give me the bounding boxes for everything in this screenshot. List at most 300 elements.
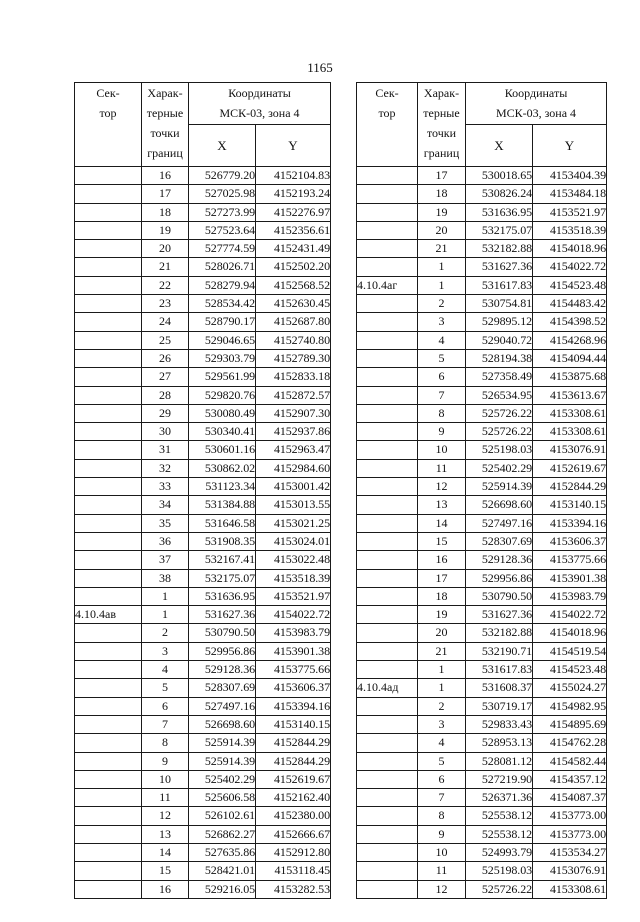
- table-row: [357, 167, 607, 185]
- table-row: [357, 679, 607, 697]
- table-row: [75, 679, 331, 697]
- y-cell: 4153076.91: [533, 441, 607, 459]
- sector-cell: 4.10.4ав: [75, 606, 142, 624]
- sector-cell: [357, 642, 418, 660]
- sector-cell: [357, 825, 418, 843]
- sector-cell: [357, 862, 418, 880]
- table-row: [75, 661, 331, 679]
- sector-cell: [75, 221, 142, 239]
- sector-cell: [75, 697, 142, 715]
- table-row: [75, 203, 331, 221]
- table-row: [75, 807, 331, 825]
- sector-cell: [357, 496, 418, 514]
- x-cell: 532182.88: [466, 624, 533, 642]
- table-row: [357, 569, 607, 587]
- point-cell: 12: [418, 880, 466, 898]
- y-cell: 4152833.18: [256, 368, 331, 386]
- point-cell: 4: [142, 661, 189, 679]
- table-row: [357, 258, 607, 276]
- x-cell: 527774.59: [189, 240, 256, 258]
- y-cell: 4153775.66: [256, 661, 331, 679]
- x-cell: 525198.03: [466, 441, 533, 459]
- x-cell: 526371.36: [466, 789, 533, 807]
- point-cell: 20: [142, 240, 189, 258]
- table-row: [357, 789, 607, 807]
- header-sector: Сек- тор: [357, 83, 418, 167]
- x-cell: 527497.16: [466, 514, 533, 532]
- y-cell: 4154022.72: [533, 606, 607, 624]
- y-cell: 4153001.42: [256, 478, 331, 496]
- table-row: [357, 404, 607, 422]
- x-cell: 525402.29: [466, 459, 533, 477]
- point-cell: 19: [418, 203, 466, 221]
- x-cell: 529833.43: [466, 715, 533, 733]
- y-cell: 4152912.80: [256, 843, 331, 861]
- y-cell: 4154523.48: [533, 276, 607, 294]
- table-row: [357, 697, 607, 715]
- point-cell: 5: [418, 752, 466, 770]
- y-cell: 4152740.80: [256, 331, 331, 349]
- table-row: [75, 441, 331, 459]
- table-row: [75, 313, 331, 331]
- point-cell: 32: [142, 459, 189, 477]
- y-cell: 4152984.60: [256, 459, 331, 477]
- table-row: [357, 734, 607, 752]
- sector-cell: [75, 478, 142, 496]
- point-cell: 18: [418, 185, 466, 203]
- coordinates-body-right: [357, 167, 607, 899]
- table-row: [75, 496, 331, 514]
- table-row: [75, 569, 331, 587]
- point-cell: 21: [418, 642, 466, 660]
- y-cell: 4153404.39: [533, 167, 607, 185]
- point-cell: 9: [418, 825, 466, 843]
- point-cell: 21: [418, 240, 466, 258]
- table-row: [357, 240, 607, 258]
- table-row: [75, 368, 331, 386]
- header-points: Харак- терные точки границ: [142, 83, 189, 167]
- x-cell: 529561.99: [189, 368, 256, 386]
- y-cell: 4153118.45: [256, 862, 331, 880]
- sector-cell: [357, 624, 418, 642]
- x-cell: 525538.12: [466, 807, 533, 825]
- sector-cell: [357, 386, 418, 404]
- sector-cell: [75, 404, 142, 422]
- y-cell: 4152380.00: [256, 807, 331, 825]
- y-cell: 4154483.42: [533, 295, 607, 313]
- point-cell: 10: [142, 770, 189, 788]
- sector-cell: [357, 167, 418, 185]
- x-cell: 525538.12: [466, 825, 533, 843]
- point-cell: 33: [142, 478, 189, 496]
- y-cell: 4154018.96: [533, 240, 607, 258]
- y-cell: 4153518.39: [533, 221, 607, 239]
- table-row: [357, 551, 607, 569]
- x-cell: 527523.64: [189, 221, 256, 239]
- x-cell: 527219.90: [466, 770, 533, 788]
- point-cell: 8: [418, 404, 466, 422]
- sector-cell: [75, 386, 142, 404]
- sector-cell: [357, 313, 418, 331]
- y-cell: 4153024.01: [256, 532, 331, 550]
- table-row: [357, 825, 607, 843]
- header-coordinates: Координаты МСК-03, зона 4: [466, 83, 607, 125]
- point-cell: 15: [418, 532, 466, 550]
- header-x: X: [189, 125, 256, 167]
- x-cell: 530754.81: [466, 295, 533, 313]
- point-cell: 3: [142, 642, 189, 660]
- sector-cell: [75, 313, 142, 331]
- y-cell: 4152844.29: [256, 734, 331, 752]
- table-row: [75, 221, 331, 239]
- sector-cell: [75, 825, 142, 843]
- table-row: [357, 532, 607, 550]
- point-cell: 3: [418, 313, 466, 331]
- sector-cell: [75, 459, 142, 477]
- x-cell: 527635.86: [189, 843, 256, 861]
- sector-cell: [75, 770, 142, 788]
- point-cell: 13: [418, 496, 466, 514]
- point-cell: 7: [142, 715, 189, 733]
- point-cell: 2: [418, 697, 466, 715]
- point-cell: 4: [418, 734, 466, 752]
- y-cell: 4152431.49: [256, 240, 331, 258]
- y-cell: 4153775.66: [533, 551, 607, 569]
- table-row: [357, 386, 607, 404]
- x-cell: 528790.17: [189, 313, 256, 331]
- point-cell: 14: [418, 514, 466, 532]
- point-cell: 15: [142, 862, 189, 880]
- sector-cell: [75, 642, 142, 660]
- point-cell: 34: [142, 496, 189, 514]
- table-row: [357, 807, 607, 825]
- y-cell: 4154268.96: [533, 331, 607, 349]
- point-cell: 35: [142, 514, 189, 532]
- sector-cell: [75, 587, 142, 605]
- table-row: [75, 789, 331, 807]
- sector-cell: [357, 441, 418, 459]
- x-cell: 526102.61: [189, 807, 256, 825]
- point-cell: 17: [418, 569, 466, 587]
- point-cell: 7: [418, 386, 466, 404]
- y-cell: 4153613.67: [533, 386, 607, 404]
- point-cell: 12: [418, 478, 466, 496]
- point-cell: 6: [418, 368, 466, 386]
- y-cell: 4152630.45: [256, 295, 331, 313]
- point-cell: 22: [142, 276, 189, 294]
- sector-cell: [357, 532, 418, 550]
- sector-cell: [75, 789, 142, 807]
- y-cell: 4154762.28: [533, 734, 607, 752]
- point-cell: 11: [418, 862, 466, 880]
- y-cell: 4154519.54: [533, 642, 607, 660]
- x-cell: 530719.17: [466, 697, 533, 715]
- sector-cell: [357, 880, 418, 898]
- y-cell: 4152568.52: [256, 276, 331, 294]
- header-coordinates: Координаты МСК-03, зона 4: [189, 83, 331, 125]
- y-cell: 4153140.15: [533, 496, 607, 514]
- sector-cell: [75, 368, 142, 386]
- x-cell: 530018.65: [466, 167, 533, 185]
- table-row: [75, 386, 331, 404]
- x-cell: 529895.12: [466, 313, 533, 331]
- y-cell: 4153394.16: [533, 514, 607, 532]
- x-cell: 530340.41: [189, 423, 256, 441]
- y-cell: 4155024.27: [533, 679, 607, 697]
- y-cell: 4153983.79: [256, 624, 331, 642]
- table-row: [357, 313, 607, 331]
- sector-cell: 4.10.4ад: [357, 679, 418, 697]
- sector-cell: [75, 734, 142, 752]
- x-cell: 529303.79: [189, 349, 256, 367]
- x-cell: 525726.22: [466, 423, 533, 441]
- y-cell: 4153875.68: [533, 368, 607, 386]
- y-cell: 4154357.12: [533, 770, 607, 788]
- x-cell: 532175.07: [466, 221, 533, 239]
- y-cell: 4153606.37: [533, 532, 607, 550]
- x-cell: 530826.24: [466, 185, 533, 203]
- y-cell: 4154022.72: [256, 606, 331, 624]
- y-cell: 4152619.67: [533, 459, 607, 477]
- table-row: [75, 642, 331, 660]
- x-cell: 531608.37: [466, 679, 533, 697]
- header-sector: Сек- тор: [75, 83, 142, 167]
- table-row: [75, 331, 331, 349]
- x-cell: 530790.50: [466, 587, 533, 605]
- x-cell: 530080.49: [189, 404, 256, 422]
- x-cell: 525726.22: [466, 404, 533, 422]
- x-cell: 525198.03: [466, 862, 533, 880]
- table-row: [75, 532, 331, 550]
- point-cell: 16: [418, 551, 466, 569]
- sector-cell: [75, 441, 142, 459]
- y-cell: 4152619.67: [256, 770, 331, 788]
- sector-cell: [357, 203, 418, 221]
- point-cell: 8: [418, 807, 466, 825]
- sector-cell: [75, 679, 142, 697]
- y-cell: 4152844.29: [256, 752, 331, 770]
- y-cell: 4152104.83: [256, 167, 331, 185]
- sector-cell: [75, 167, 142, 185]
- y-cell: 4153308.61: [533, 880, 607, 898]
- sector-cell: [357, 221, 418, 239]
- sector-cell: [75, 551, 142, 569]
- sector-cell: [75, 349, 142, 367]
- sector-cell: [357, 661, 418, 679]
- x-cell: 528534.42: [189, 295, 256, 313]
- x-cell: 532175.07: [189, 569, 256, 587]
- point-cell: 11: [418, 459, 466, 477]
- table-row: [75, 752, 331, 770]
- point-cell: 17: [418, 167, 466, 185]
- x-cell: 528307.69: [189, 679, 256, 697]
- sector-cell: [75, 880, 142, 898]
- sector-cell: 4.10.4аг: [357, 276, 418, 294]
- point-cell: 24: [142, 313, 189, 331]
- point-cell: 10: [418, 441, 466, 459]
- x-cell: 531617.83: [466, 276, 533, 294]
- table-row: [75, 880, 331, 898]
- table-row: [75, 258, 331, 276]
- table-row: [357, 185, 607, 203]
- x-cell: 531384.88: [189, 496, 256, 514]
- y-cell: 4152666.67: [256, 825, 331, 843]
- point-cell: 1: [418, 258, 466, 276]
- point-cell: 1: [418, 679, 466, 697]
- x-cell: 525726.22: [466, 880, 533, 898]
- point-cell: 19: [142, 221, 189, 239]
- x-cell: 525914.39: [466, 478, 533, 496]
- point-cell: 10: [418, 843, 466, 861]
- sector-cell: [357, 843, 418, 861]
- table-row: [357, 587, 607, 605]
- sector-cell: [75, 185, 142, 203]
- table-row: [357, 715, 607, 733]
- sector-cell: [357, 331, 418, 349]
- point-cell: 36: [142, 532, 189, 550]
- point-cell: 1: [418, 276, 466, 294]
- point-cell: 27: [142, 368, 189, 386]
- x-cell: 527358.49: [466, 368, 533, 386]
- sector-cell: [357, 569, 418, 587]
- x-cell: 528279.94: [189, 276, 256, 294]
- y-cell: 4153308.61: [533, 423, 607, 441]
- page-number: 1165: [307, 60, 333, 75]
- point-cell: 9: [418, 423, 466, 441]
- point-cell: 8: [142, 734, 189, 752]
- x-cell: 530862.02: [189, 459, 256, 477]
- x-cell: 529956.86: [466, 569, 533, 587]
- header-x: X: [466, 125, 533, 167]
- x-cell: 529040.72: [466, 331, 533, 349]
- sector-cell: [357, 752, 418, 770]
- sector-cell: [357, 789, 418, 807]
- y-cell: 4154982.95: [533, 697, 607, 715]
- header-y: Y: [533, 125, 607, 167]
- point-cell: 29: [142, 404, 189, 422]
- sector-cell: [357, 807, 418, 825]
- y-cell: 4153901.38: [533, 569, 607, 587]
- y-cell: 4153394.16: [256, 697, 331, 715]
- x-cell: 526779.20: [189, 167, 256, 185]
- point-cell: 16: [142, 880, 189, 898]
- sector-cell: [357, 459, 418, 477]
- table-row: [357, 661, 607, 679]
- table-row: [357, 606, 607, 624]
- point-cell: 6: [418, 770, 466, 788]
- x-cell: 529128.36: [189, 661, 256, 679]
- sector-cell: [357, 258, 418, 276]
- table-row: [75, 697, 331, 715]
- table-row: [357, 642, 607, 660]
- point-cell: 20: [418, 624, 466, 642]
- y-cell: 4152872.57: [256, 386, 331, 404]
- sector-cell: [75, 514, 142, 532]
- sector-cell: [357, 770, 418, 788]
- table-row: [357, 203, 607, 221]
- table-row: [357, 295, 607, 313]
- sector-cell: [75, 569, 142, 587]
- table-row: [75, 240, 331, 258]
- y-cell: 4152356.61: [256, 221, 331, 239]
- y-cell: 4153518.39: [256, 569, 331, 587]
- table-row: [357, 843, 607, 861]
- table-row: [75, 606, 331, 624]
- y-cell: 4153773.00: [533, 825, 607, 843]
- x-cell: 524993.79: [466, 843, 533, 861]
- sector-cell: [75, 807, 142, 825]
- table-row: [357, 752, 607, 770]
- table-row: [357, 514, 607, 532]
- sector-cell: [75, 240, 142, 258]
- point-cell: 31: [142, 441, 189, 459]
- point-cell: 7: [418, 789, 466, 807]
- table-row: [75, 404, 331, 422]
- x-cell: 531123.34: [189, 478, 256, 496]
- point-cell: 21: [142, 258, 189, 276]
- sector-cell: [75, 258, 142, 276]
- y-cell: 4153773.00: [533, 807, 607, 825]
- point-cell: 12: [142, 807, 189, 825]
- y-cell: 4154087.37: [533, 789, 607, 807]
- x-cell: 526698.60: [189, 715, 256, 733]
- point-cell: 37: [142, 551, 189, 569]
- table-row: [357, 770, 607, 788]
- table-row: [75, 185, 331, 203]
- x-cell: 528953.13: [466, 734, 533, 752]
- table-row: [75, 715, 331, 733]
- x-cell: 531908.35: [189, 532, 256, 550]
- y-cell: 4154398.52: [533, 313, 607, 331]
- y-cell: 4153282.53: [256, 880, 331, 898]
- table-row: [357, 441, 607, 459]
- header-y: Y: [256, 125, 331, 167]
- x-cell: 525914.39: [189, 734, 256, 752]
- y-cell: 4152193.24: [256, 185, 331, 203]
- y-cell: 4152687.80: [256, 313, 331, 331]
- point-cell: 38: [142, 569, 189, 587]
- x-cell: 527273.99: [189, 203, 256, 221]
- y-cell: 4153606.37: [256, 679, 331, 697]
- point-cell: 1: [142, 606, 189, 624]
- table-row: [75, 624, 331, 642]
- y-cell: 4153076.91: [533, 862, 607, 880]
- y-cell: 4153983.79: [533, 587, 607, 605]
- table-row: [357, 221, 607, 239]
- point-cell: 17: [142, 185, 189, 203]
- sector-cell: [357, 404, 418, 422]
- sector-cell: [357, 606, 418, 624]
- point-cell: 3: [418, 715, 466, 733]
- sector-cell: [75, 331, 142, 349]
- y-cell: 4153022.48: [256, 551, 331, 569]
- sector-cell: [75, 276, 142, 294]
- y-cell: 4152789.30: [256, 349, 331, 367]
- sector-cell: [357, 368, 418, 386]
- x-cell: 526534.95: [466, 386, 533, 404]
- sector-cell: [75, 203, 142, 221]
- sector-cell: [357, 240, 418, 258]
- x-cell: 532167.41: [189, 551, 256, 569]
- x-cell: 532182.88: [466, 240, 533, 258]
- sector-cell: [75, 295, 142, 313]
- y-cell: 4154895.69: [533, 715, 607, 733]
- x-cell: 527025.98: [189, 185, 256, 203]
- sector-cell: [75, 624, 142, 642]
- y-cell: 4152162.40: [256, 789, 331, 807]
- x-cell: 528307.69: [466, 532, 533, 550]
- sector-cell: [357, 697, 418, 715]
